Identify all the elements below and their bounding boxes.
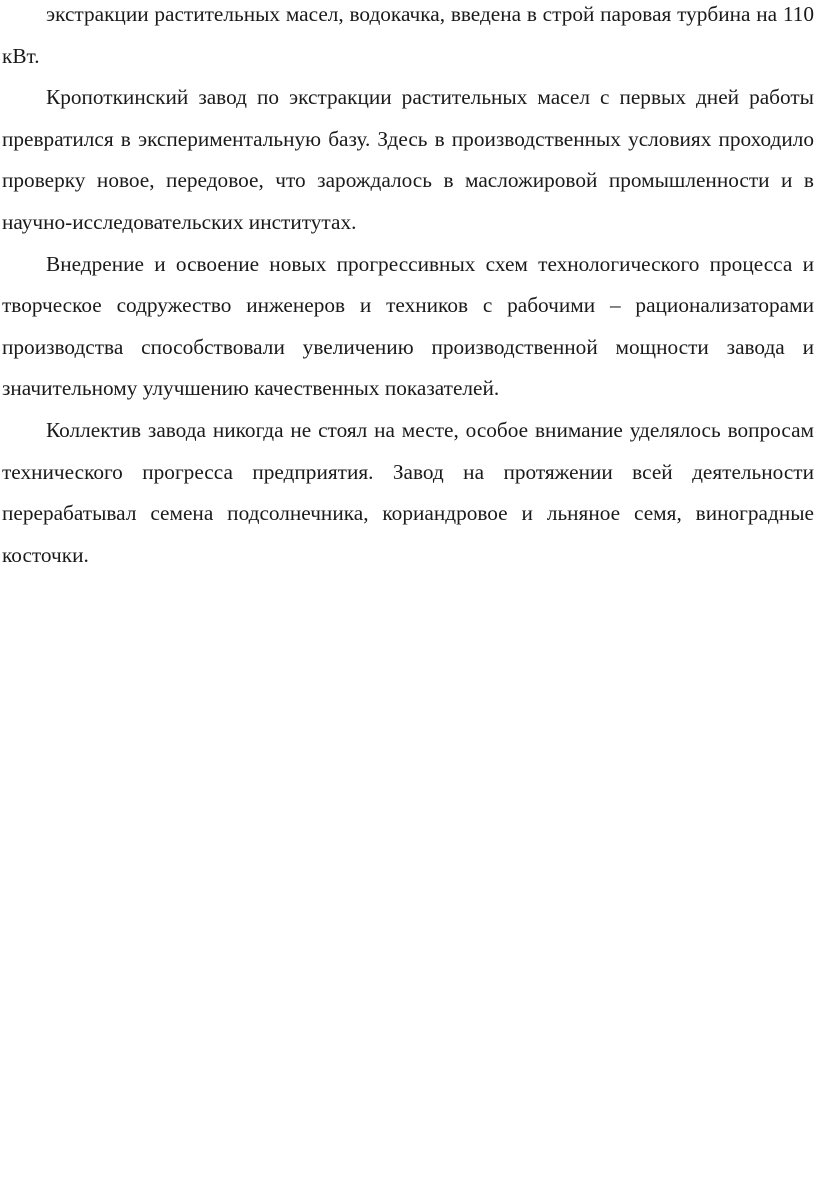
paragraph-4: Коллектив завода никогда не стоял на месте, особое внимание уделялось вопросам технического прогресса предприятия. Завод на протяжении всей деятельности перерабатывал семена подсолнечника, кориандровое и льняное семя, виноградные косточки.: [2, 417, 814, 567]
paragraph-1: экстракции растительных масел, водокачка, введена в строй паровая турбина на 110 кВт.: [2, 2, 814, 68]
document-body: [2, 0, 814, 576]
paragraph-2: Кропоткинский завод по экстракции растительных масел с первых дней работы превратился в экспериментальную базу. Здесь в производственных условиях проходило проверку новое, передовое, что зарождалось в масложировой промышленности и в научно-исследовательских институтах.: [2, 85, 814, 234]
paragraph-3: Внедрение и освоение новых прогрессивных схем технологического процесса и творческое содружество инженеров и техников с рабочими – рационализаторами производства способствовали увеличению производственной мощности завода и значительному улучшению качественных показателей.: [2, 251, 814, 401]
